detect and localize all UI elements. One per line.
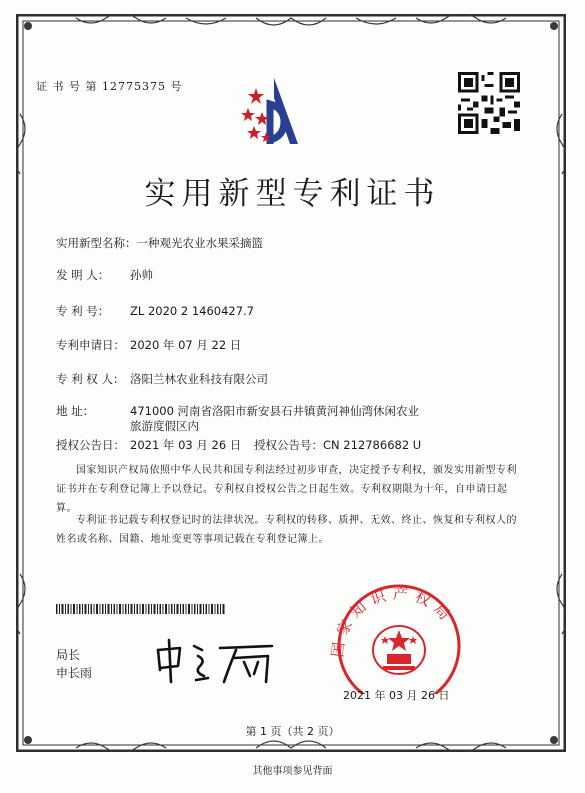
field-value: ZL 2020 2 1460427.7 [130, 304, 255, 318]
field-value: 471000 河南省洛阳市新安县石井镇黄河神仙湾休闲农业旅游度假区内 [130, 404, 420, 433]
director-title: 局长 [56, 648, 81, 662]
director-name: 申长雨 [56, 666, 93, 680]
svg-text:国家知识产权局 [328, 585, 457, 659]
certificate-title: 实用新型专利证书 [144, 176, 441, 212]
seal-date: 2021 年 03 月 26 日 [343, 689, 450, 702]
footer-note: 其他事项参见背面 [252, 766, 333, 777]
field-value: 孙帅 [130, 268, 153, 282]
seal-arc-text: 国家知识产权局 [328, 584, 458, 659]
field-label: 授权公告号： [254, 438, 323, 452]
certificate-number: 证 书 号 第 12775375 号 [36, 80, 183, 93]
field-label: 专利申请日： [56, 338, 125, 352]
field-inventor [56, 268, 153, 283]
field-patentee [56, 372, 268, 387]
field-value: 洛阳兰林农业科技有限公司 [130, 372, 268, 386]
field-patent-number [56, 304, 254, 319]
official-seal [325, 584, 473, 694]
field-label: 专 利 号： [56, 304, 110, 318]
barcode-icon [56, 604, 226, 614]
field-filing-date [56, 338, 241, 353]
qr-code-icon [458, 72, 520, 134]
field-grant-date [56, 438, 421, 453]
field-value: 一种观光农业水果采摘篮 [136, 236, 263, 250]
field-utility-model-name [56, 236, 263, 251]
field-label: 实用新型名称： [56, 236, 137, 250]
handwritten-signature [150, 636, 280, 686]
page-number: 第 1 页（共 2 页） [245, 725, 340, 738]
cnipa-logo-icon [240, 74, 310, 149]
field-label: 发 明 人： [56, 268, 110, 282]
statement-paragraph-2: 专利证书记载专利权登记时的法律状况。专利权的转移、质押、无效、终止、恢复和专利权人的姓名或名称、国籍、地址变更等事项记载在专利登记簿上。 [56, 515, 517, 545]
field-label: 专 利 权 人： [56, 372, 125, 386]
field-value: 2021 年 03 月 26 日 [130, 438, 242, 452]
field-value: CN 212786682 U [323, 438, 422, 452]
field-address [56, 404, 430, 434]
field-label: 地 址： [56, 404, 95, 418]
statement-paragraph-1: 国家知识产权局依照中华人民共和国专利法经过初步审查，决定授予专利权，颁发实用新型专利证书并在专利登记簿上予以登记。专利权自授权公告之日起生效。专利权期限为十年，自申请日起算。 [56, 465, 517, 514]
field-label: 授权公告日： [56, 438, 125, 452]
field-value: 2020 年 07 月 22 日 [130, 338, 242, 352]
